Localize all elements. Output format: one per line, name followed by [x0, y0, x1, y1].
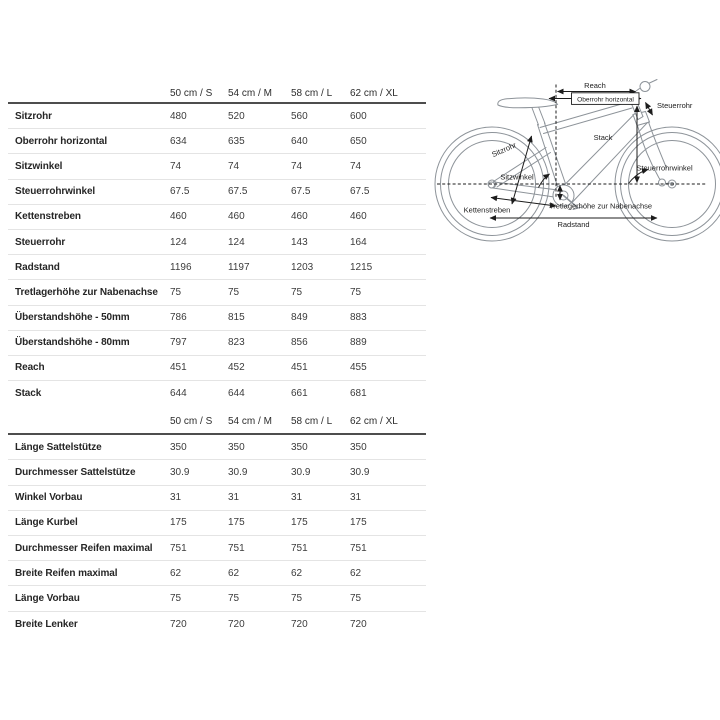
geometry-value: 67.5	[170, 186, 190, 198]
geometry-value: 480	[170, 110, 187, 122]
geometry-row	[8, 104, 426, 129]
size-header-row	[8, 85, 426, 104]
brake-lever	[650, 80, 658, 84]
geometry-value: 31	[170, 492, 182, 504]
geometry-value: 640	[291, 135, 308, 147]
geometry-value: 62	[170, 567, 182, 579]
geometry-value: 560	[291, 110, 308, 122]
geometry-value: 30.9	[228, 467, 248, 479]
steuerrohr-label: Steuerrohr	[657, 101, 693, 110]
geometry-value: 62	[228, 567, 240, 579]
geometry-row-label: Kettenstreben	[15, 211, 81, 223]
sitzrohr-label: Sitzrohr	[490, 140, 518, 160]
size-column-header: 50 cm / S	[170, 416, 213, 428]
geometry-value: 31	[291, 492, 303, 504]
saddle	[498, 98, 558, 108]
geometry-value: 1196	[170, 261, 192, 273]
geometry-value: 1203	[291, 261, 314, 273]
geometry-row	[8, 561, 426, 586]
geometry-value: 175	[170, 517, 187, 529]
handlebar-grip	[640, 82, 650, 92]
geometry-value: 883	[350, 312, 367, 324]
geometry-value: 67.5	[291, 186, 311, 198]
geometry-value: 75	[228, 592, 240, 604]
geometry-row	[8, 154, 426, 179]
geometry-value: 67.5	[350, 186, 370, 198]
sitzwinkel-label: Sitzwinkel	[500, 172, 534, 182]
geometry-value: 75	[170, 286, 182, 298]
geometry-row-label: Oberrohr horizontal	[15, 135, 107, 147]
geometry-row	[8, 255, 426, 280]
geometry-value: 681	[350, 388, 367, 400]
fork	[633, 112, 670, 187]
size-column-header: 58 cm / L	[291, 88, 333, 99]
geometry-value: 350	[291, 441, 308, 453]
geometry-value: 849	[291, 312, 308, 324]
geometry-value: 1197	[228, 261, 250, 273]
geometry-row-label: Steuerrohr	[15, 236, 66, 248]
size-column-header: 62 cm / XL	[350, 88, 398, 99]
size-column-header: 58 cm / L	[291, 416, 333, 428]
stack-label: Stack	[593, 133, 613, 142]
tretlagerhoehe-label: Tretlagerhöhe zur Nabenachse	[548, 201, 653, 211]
geometry-value: 451	[291, 362, 308, 374]
geometry-value: 75	[170, 592, 182, 604]
geometry-row-label: Durchmesser Reifen maximal	[15, 542, 153, 554]
geometry-row-label: Reach	[15, 362, 45, 374]
geometry-value: 124	[170, 236, 187, 248]
reach-label: Reach	[584, 81, 606, 90]
geometry-value: 75	[291, 592, 303, 604]
geometry-value: 650	[350, 135, 367, 147]
oberrohr-label: Oberrohr horizontal	[577, 96, 634, 104]
geometry-row-label: Überstandshöhe - 50mm	[15, 312, 130, 324]
geometry-value: 815	[228, 312, 245, 324]
geometry-value: 350	[170, 441, 187, 453]
geometry-row-label: Sitzrohr	[15, 110, 52, 122]
geometry-value: 175	[228, 517, 245, 529]
header-corner-cell	[8, 427, 170, 433]
geometry-row	[8, 435, 426, 460]
geometry-value: 460	[228, 211, 245, 223]
geometry-value: 62	[350, 567, 362, 579]
geometry-value: 124	[228, 236, 245, 248]
radstand-label: Radstand	[557, 220, 590, 229]
geometry-row	[8, 180, 426, 205]
geometry-value: 751	[228, 542, 245, 554]
geometry-row	[8, 306, 426, 331]
geometry-row	[8, 536, 426, 561]
geometry-row	[8, 486, 426, 511]
geometry-value: 720	[350, 618, 367, 630]
kettenstreben-label: Kettenstreben	[463, 205, 511, 215]
geometry-value: 455	[350, 362, 367, 374]
geometry-row-label: Steuerrohrwinkel	[15, 186, 96, 198]
geometry-value: 460	[291, 211, 308, 223]
geometry-value: 67.5	[228, 186, 248, 198]
geometry-row	[8, 356, 426, 381]
geometry-value: 175	[291, 517, 308, 529]
geometry-row	[8, 511, 426, 536]
geometry-row	[8, 460, 426, 485]
geometry-value: 661	[291, 388, 308, 400]
geometry-value: 75	[350, 592, 362, 604]
geometry-row	[8, 230, 426, 255]
size-column-header: 62 cm / XL	[350, 416, 398, 428]
geometry-row-label: Länge Vorbau	[15, 592, 80, 604]
geometry-value: 720	[228, 618, 245, 630]
geometry-value: 74	[350, 160, 362, 172]
geometry-row-label: Breite Reifen maximal	[15, 567, 118, 579]
geometry-value: 751	[170, 542, 187, 554]
geometry-value: 460	[170, 211, 187, 223]
geometry-value: 520	[228, 110, 245, 122]
geometry-value: 751	[350, 542, 367, 554]
geometry-value: 451	[170, 362, 187, 374]
geometry-value: 31	[228, 492, 240, 504]
geometry-row	[8, 280, 426, 305]
geometry-value: 30.9	[291, 467, 311, 479]
size-column-header: 54 cm / M	[228, 416, 272, 428]
geometry-value: 75	[228, 286, 240, 298]
steuerrohrwinkel-label: Steuerrohrwinkel	[636, 163, 693, 173]
geometry-row-label: Sitzwinkel	[15, 160, 63, 172]
geometry-row-label: Stack	[15, 388, 42, 400]
geometry-row	[8, 586, 426, 611]
geometry-value: 460	[350, 211, 367, 223]
geometry-value: 143	[291, 236, 308, 248]
geometry-row-label: Breite Lenker	[15, 618, 78, 630]
geometry-row-label: Tretlagerhöhe zur Nabenachse	[15, 286, 158, 298]
geometry-row-label: Länge Sattelstütze	[15, 441, 102, 453]
geometry-value: 30.9	[170, 467, 190, 479]
geometry-value: 644	[170, 388, 187, 400]
geometry-value: 1215	[350, 261, 373, 273]
geometry-value: 75	[291, 286, 303, 298]
geometry-value: 175	[350, 517, 367, 529]
geometry-value: 74	[228, 160, 240, 172]
geometry-row-label: Überstandshöhe - 80mm	[15, 337, 130, 349]
geometry-value: 644	[228, 388, 245, 400]
geometry-value: 74	[170, 160, 182, 172]
geometry-row	[8, 612, 426, 637]
geometry-row	[8, 381, 426, 406]
geometry-value: 634	[170, 135, 187, 147]
geometry-value: 786	[170, 312, 187, 324]
geometry-value: 720	[291, 618, 308, 630]
geometry-value: 600	[350, 110, 367, 122]
geometry-row-label: Länge Kurbel	[15, 517, 78, 529]
geometry-value: 62	[291, 567, 303, 579]
geometry-value: 452	[228, 362, 245, 374]
geometry-value: 31	[350, 492, 362, 504]
geometry-value: 164	[350, 236, 367, 248]
geometry-value: 823	[228, 337, 245, 349]
geometry-value: 751	[291, 542, 308, 554]
size-column-header: 54 cm / M	[228, 88, 272, 99]
bike-geometry-diagram	[430, 58, 720, 248]
geometry-table	[8, 85, 426, 637]
geometry-value: 889	[350, 337, 367, 349]
geometry-value: 30.9	[350, 467, 370, 479]
geometry-value: 350	[350, 441, 367, 453]
size-header-row	[8, 406, 426, 435]
geometry-row-label: Durchmesser Sattelstütze	[15, 467, 136, 479]
geometry-value: 797	[170, 337, 187, 349]
geometry-row	[8, 331, 426, 356]
geometry-value: 350	[228, 441, 245, 453]
geometry-value: 74	[291, 160, 303, 172]
geometry-value: 635	[228, 135, 245, 147]
geometry-row	[8, 129, 426, 154]
geometry-row-label: Winkel Vorbau	[15, 492, 83, 504]
geometry-value: 720	[170, 618, 187, 630]
geometry-value: 75	[350, 286, 362, 298]
size-column-header: 50 cm / S	[170, 88, 213, 99]
geometry-value: 856	[291, 337, 308, 349]
geometry-row-label: Radstand	[15, 261, 60, 273]
sitzwinkel-arc	[539, 174, 550, 188]
geometry-row	[8, 205, 426, 230]
